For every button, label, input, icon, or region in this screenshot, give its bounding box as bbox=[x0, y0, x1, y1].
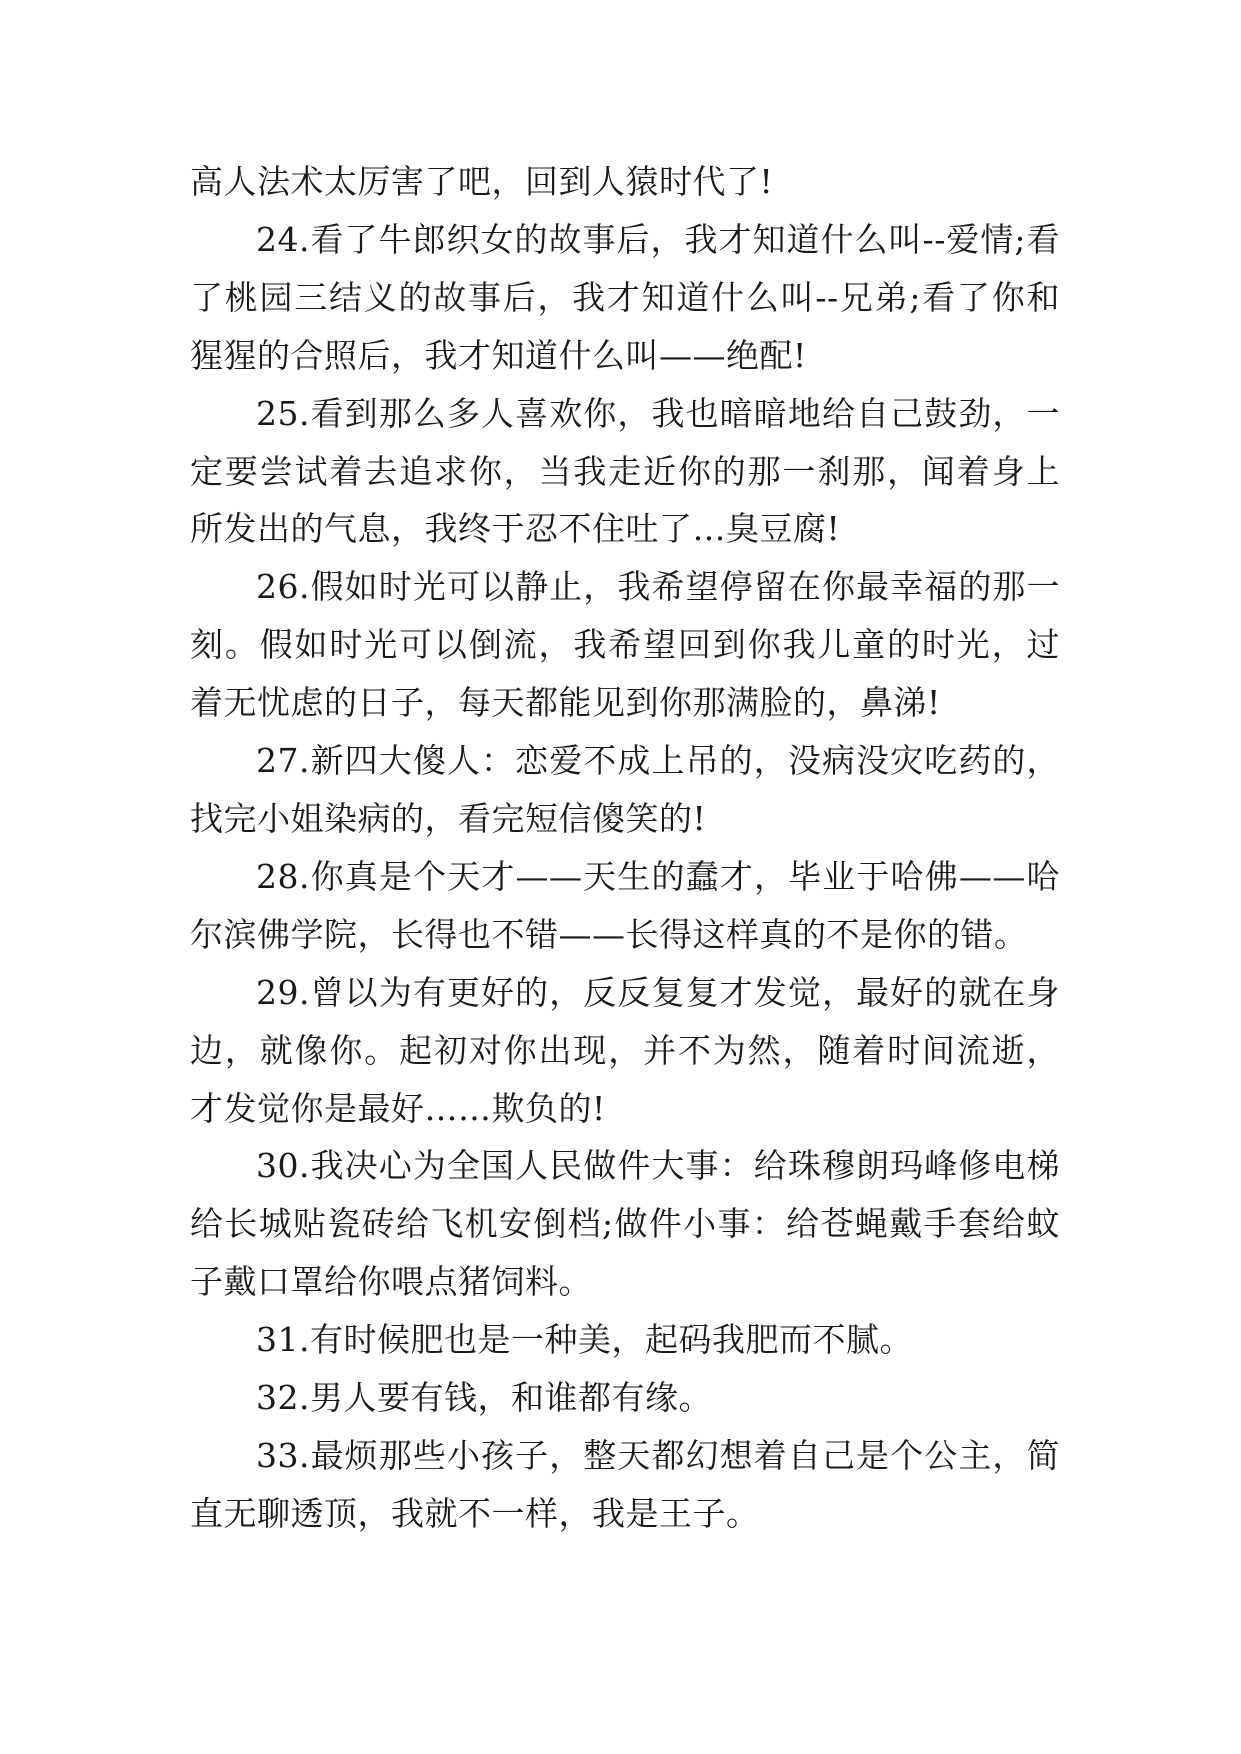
paragraph-item-31: 31.有时候肥也是一种美，起码我肥而不腻。 bbox=[256, 1320, 913, 1360]
document-body bbox=[190, 153, 1060, 1543]
paragraph-item-27: 27.新四大傻人：恋爱不成上吊的，没病没灾吃药的，找完小姐染病的，看完短信傻笑的! bbox=[190, 741, 1060, 838]
paragraph-item-30: 30.我决心为全国人民做件大事：给珠穆朗玛峰修电梯给长城贴瓷砖给飞机安倒档;做件小事：给苍蝇戴手套给蚊子戴口罩给你喂点猪饲料。 bbox=[190, 1146, 1060, 1302]
paragraph-item-24: 24.看了牛郎织女的故事后，我才知道什么叫--爱情;看了桃园三结义的故事后，我才知道什么叫--兄弟;看了你和猩猩的合照后，我才知道什么叫——绝配! bbox=[190, 219, 1060, 375]
paragraph-item-33: 33.最烦那些小孩子，整天都幻想着自己是个公主，简直无聊透顶，我就不一样，我是王子。 bbox=[190, 1435, 1060, 1533]
paragraph-item-32: 32.男人要有钱，和谁都有缘。 bbox=[256, 1378, 712, 1418]
paragraph-item-26: 26.假如时光可以静止，我希望停留在你最幸福的那一刻。假如时光可以倒流，我希望回到你我儿童的时光，过着无忧虑的日子，每天都能见到你那满脸的，鼻涕! bbox=[190, 567, 1060, 723]
paragraph-item-29: 29.曾以为有更好的，反反复复才发觉，最好的就在身边，就像你。起初对你出现，并不为然，随着时间流逝，才发觉你是最好……欺负的! bbox=[190, 972, 1060, 1128]
paragraph-continuation: 高人法术太厉害了吧，回到人猿时代了! bbox=[190, 162, 774, 201]
paragraph-item-25: 25.看到那么多人喜欢你，我也暗暗地给自己鼓劲，一定要尝试着去追求你，当我走近你的那一刹那，闻着身上所发出的气息，我终于忍不住吐了…臭豆腐! bbox=[190, 393, 1060, 549]
paragraph-item-28: 28.你真是个天才——天生的蠢才，毕业于哈佛——哈尔滨佛学院，长得也不错——长得这样真的不是你的错。 bbox=[190, 856, 1060, 954]
